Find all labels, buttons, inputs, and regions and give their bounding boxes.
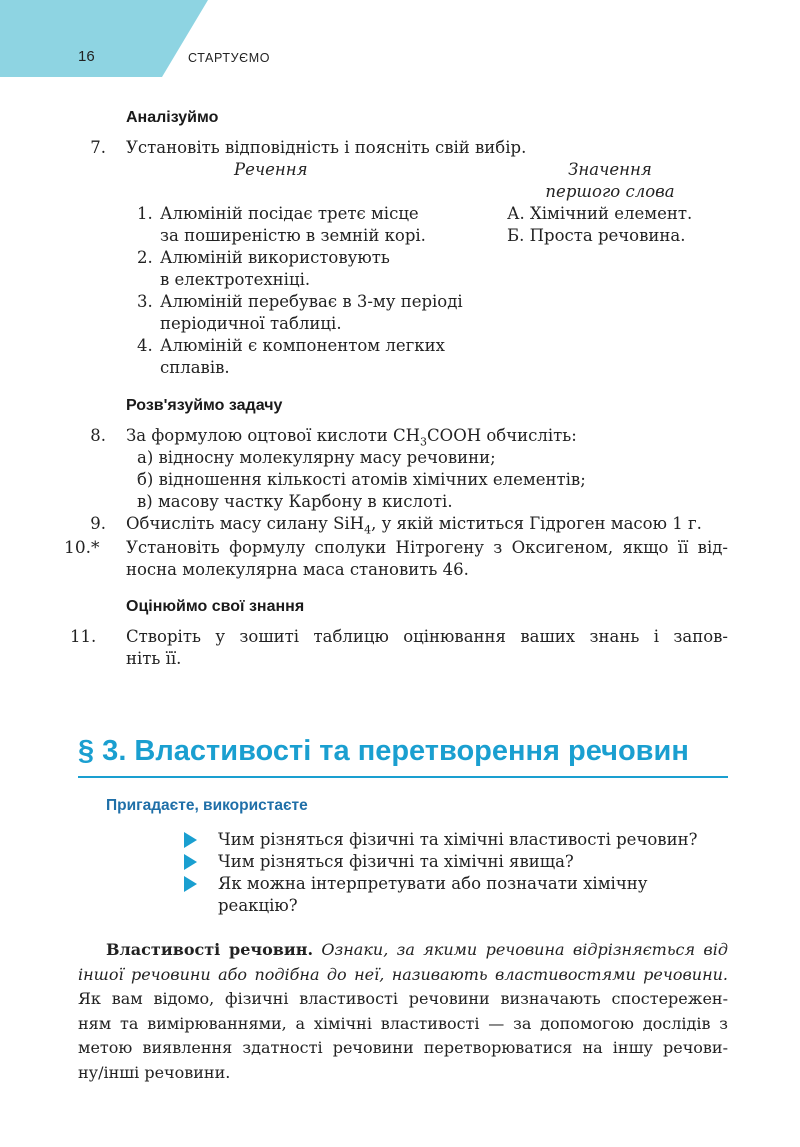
task-7-text: Установіть відповідність і поясніть свій вибір.	[126, 138, 527, 157]
sentences-column-title: Речення	[234, 160, 308, 179]
formula-subscript: 3	[420, 435, 428, 449]
meaning-item: А. Хімічний елемент.	[507, 204, 693, 223]
sentence-line: в електротехніці.	[160, 270, 311, 289]
running-head: СТАРТУЄМО	[188, 51, 271, 65]
task-11-number: 11.	[70, 627, 97, 646]
definition-text: Ознаки, за якими речовина відрізняється від	[321, 940, 728, 959]
task-8-number: 8.	[90, 426, 106, 445]
paragraph-line: ням та вимірюваннями, а хімічні властивості — за допомогою дослідів з	[78, 1013, 728, 1033]
recall-question: Як можна інтерпретувати або позначати хімічну	[218, 874, 648, 893]
paragraph-line: ну/інші речовини.	[78, 1062, 231, 1082]
task-11-line-1: Створіть у зошиті таблицю оцінювання ваших знань і запов-	[126, 627, 728, 646]
sentence-line: сплавів.	[160, 358, 230, 377]
task-10-line-1: Установіть формулу сполуки Нітрогену з Оксигеном, якщо її від-	[126, 538, 728, 557]
recall-question-cont: реакцію?	[218, 896, 298, 915]
bullet-triangle-icon	[184, 832, 197, 848]
page-number: 16	[78, 48, 95, 65]
task-10-line-2: носна молекулярна маса становить 46.	[126, 560, 469, 579]
recall-question: Чим різняться фізичні та хімічні властивості речовин?	[218, 830, 698, 849]
sentence-number: 3.	[137, 292, 153, 311]
sentence-line: Алюміній посідає третє місце	[160, 204, 419, 223]
paragraph-line: метою виявлення здатності речовини перетворюватися на іншу речови-	[78, 1038, 728, 1057]
sentence-line: періодичної таблиці.	[160, 314, 342, 333]
body-paragraph	[78, 938, 728, 1085]
analyze-heading: Аналізуймо	[126, 109, 219, 126]
sentence-line: Алюміній перебуває в 3-му періоді	[160, 292, 463, 311]
bullet-triangle-icon	[184, 876, 197, 892]
meanings-column-title-1: Значення	[568, 160, 652, 179]
task-9-number: 9.	[90, 514, 106, 533]
sentence-line: Алюміній є компонентом легких	[160, 336, 445, 355]
section-rule	[78, 776, 728, 778]
task-8-item-c: в) масову частку Карбону в кислоті.	[137, 492, 453, 511]
header-band	[0, 0, 210, 77]
definition-text: іншої речовини або подібна до неї, називають властивостями речовини.	[78, 964, 728, 984]
task-8-item-b: б) відношення кількості атомів хімічних елементів;	[137, 470, 586, 489]
paragraph-line: Як вам відомо, фізичні властивості речовини визначають спостережен-	[78, 989, 728, 1008]
task-8-text: За формулою оцтової кислоти $CH_3COOH$ обчисліть:	[126, 426, 577, 449]
task-9-text: Обчисліть масу силану SiH$_4$, у якій міститься Гідроген масою 1 г.	[126, 514, 702, 537]
term-heading: Властивості речовин.	[106, 940, 314, 959]
task-7-number: 7.	[90, 138, 106, 157]
task-10-number: 10.*	[64, 538, 100, 558]
sentence-line: Алюміній використовують	[160, 248, 390, 267]
task-8-item-a: а) відносну молекулярну масу речовини;	[137, 448, 496, 467]
meanings-column-title-2: першого слова	[545, 182, 675, 201]
section-title: § 3. Властивості та перетворення речовин	[78, 735, 689, 767]
recall-heading: Пригадаєте, використаєте	[106, 797, 308, 814]
sentence-number: 2.	[137, 248, 153, 267]
recall-question: Чим різняться фізичні та хімічні явища?	[218, 852, 574, 871]
sentence-line: за поширеністю в земній корі.	[160, 226, 426, 245]
sentence-number: 4.	[137, 336, 153, 355]
formula-subscript: 4	[364, 523, 372, 537]
task-11-line-2: ніть її.	[126, 649, 182, 668]
solve-heading: Розв'язуймо задачу	[126, 397, 283, 414]
meaning-item: Б. Проста речовина.	[507, 226, 686, 245]
assess-heading: Оцінюймо свої знання	[126, 598, 305, 615]
sentence-number: 1.	[137, 204, 153, 223]
bullet-triangle-icon	[184, 854, 197, 870]
